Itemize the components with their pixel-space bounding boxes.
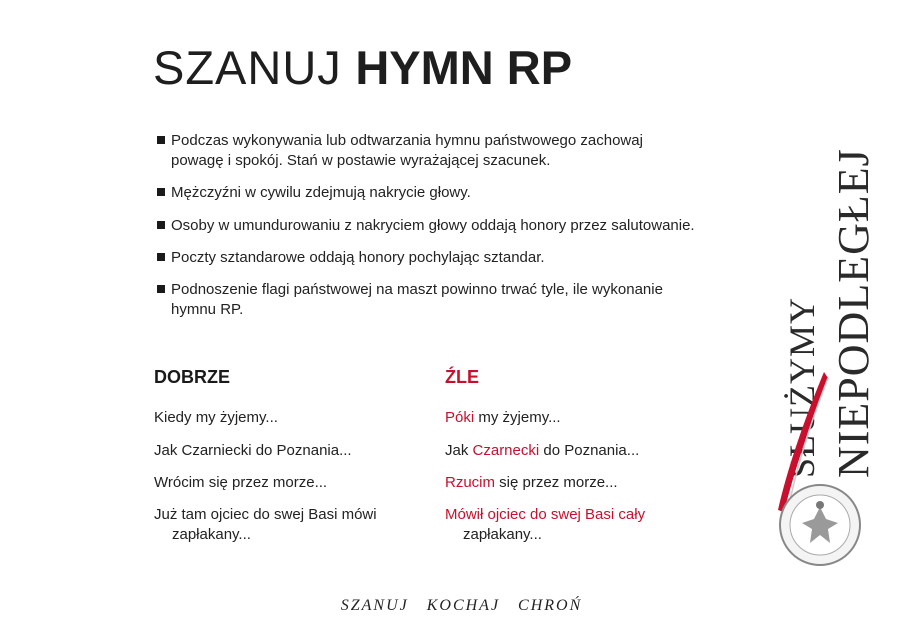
rule-text: Podnoszenie flagi państwowej na maszt powinno trwać tyle, ile wykonanie	[171, 281, 663, 298]
rule-item	[157, 280, 757, 320]
eagle-emblem	[780, 485, 860, 565]
rule-item	[157, 183, 757, 203]
bad-example-text: się przez morze...	[495, 474, 618, 491]
logo-line-1: SŁUŻYMY	[782, 296, 822, 478]
rule-item	[157, 248, 757, 268]
wrong-word: Póki	[445, 409, 475, 426]
good-example	[154, 505, 377, 545]
rule-text: Osoby w umundurowaniu z nakryciem głowy oddają honory przez salutowanie.	[171, 217, 695, 234]
rule-text-cont: hymnu RP.	[171, 301, 244, 318]
bad-example	[445, 473, 618, 493]
wrong-word: Mówił ojciec do swej Basi cały	[445, 506, 646, 523]
slogan-word: SZANUJ	[340, 597, 409, 614]
rule-text-cont: powagę i spokój. Stań w postawie wyrażającej szacunek.	[171, 152, 551, 169]
bad-example-text: my żyjemy...	[474, 409, 561, 426]
good-example-text: Kiedy my żyjemy...	[154, 409, 278, 426]
bad-heading: ŹLE	[445, 367, 479, 387]
good-example-text: Już tam ojciec do swej Basi mówi	[154, 506, 377, 523]
rule-text: Podczas wykonywania lub odtwarzania hymnu państwowego zachowaj	[171, 132, 643, 149]
good-example	[154, 441, 352, 461]
slogan-word: KOCHAJ	[426, 597, 501, 614]
bad-example	[445, 505, 645, 545]
wrong-word: Rzucim	[445, 474, 496, 491]
sluzymy-niepodleglej-logo	[762, 40, 882, 630]
good-example	[154, 408, 278, 428]
rule-text: Mężczyźni w cywilu zdejmują nakrycie głowy.	[171, 184, 471, 201]
good-example-cont: zapłakany...	[172, 526, 251, 543]
title-light: SZANUJ	[153, 41, 342, 94]
good-example-text: Wrócim się przez morze...	[154, 474, 328, 491]
wrong-word: Czarnecki	[472, 442, 540, 459]
good-example	[154, 473, 327, 493]
good-example-text: Jak Czarniecki do Poznania...	[154, 442, 352, 459]
bad-example-cont: zapłakany...	[463, 526, 542, 543]
bad-example	[445, 408, 561, 428]
logo-line-2: NIEPODLEGŁEJ	[829, 148, 878, 478]
page-title	[153, 40, 572, 96]
bad-example-text: do Poznania...	[539, 442, 640, 459]
rule-text: Poczty sztandarowe oddają honory pochylając sztandar.	[171, 249, 545, 266]
good-heading: DOBRZE	[154, 367, 230, 387]
bad-example-text: Jak	[445, 442, 473, 459]
slogan-word: CHROŃ	[518, 597, 583, 614]
rule-item	[157, 216, 757, 236]
title-bold: HYMN RP	[355, 41, 573, 94]
rule-item	[157, 131, 757, 171]
bad-example	[445, 441, 639, 461]
